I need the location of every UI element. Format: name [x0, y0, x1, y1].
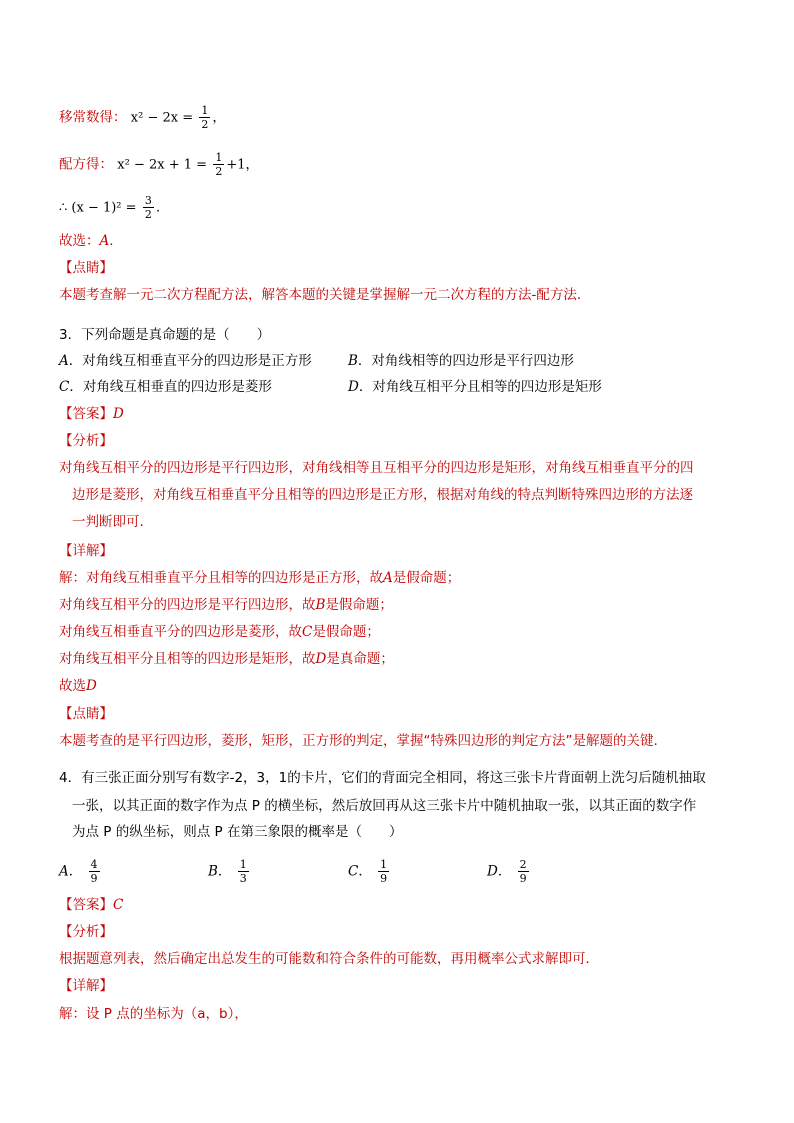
q3-option-d — [348, 377, 602, 397]
detail-letter: B — [315, 597, 326, 613]
q4-detail-heading: 【详解】 — [59, 978, 113, 994]
denominator: 9 — [519, 872, 527, 885]
detail-text: 对角线互相垂直平分的四边形是菱形，故 — [59, 624, 302, 640]
numerator: 3 — [144, 194, 152, 207]
q3-detail-line-3 — [59, 622, 380, 642]
detail-text: 是假命题； — [312, 624, 380, 640]
fraction — [378, 858, 389, 885]
fraction — [518, 858, 529, 885]
numerator: 2 — [519, 858, 527, 871]
q3-analysis-heading: 【分析】 — [59, 433, 113, 449]
q4-stem-line-2: 一张，以其正面的数字作为点 P 的横坐标，然后放回再从这三张卡片中随机抽取一张，以其正面的数字作 — [72, 798, 697, 814]
option-letter: A — [59, 863, 69, 880]
q4-option-b: B． $\frac{1}{3}$ — [208, 858, 247, 885]
q3-option-a — [59, 351, 312, 371]
step-complete-square — [59, 151, 259, 178]
option-letter: C — [348, 863, 359, 880]
numerator: 1 — [201, 104, 209, 117]
q4-option-d: D． $\frac{2}{9}$ — [487, 858, 527, 885]
option-text: ．对角线互相垂直平分的四边形是正方形 — [68, 353, 312, 369]
choice-letter: D — [86, 678, 97, 694]
punctuation: . — [109, 233, 114, 249]
detail-text: 是真命题； — [326, 651, 394, 667]
q4-analysis-text: 根据题意列表，然后确定出总发生的可能数和符合条件的可能数，再用概率公式求解即可． — [59, 951, 599, 967]
step-label: 移常数得： — [59, 109, 127, 126]
numerator: 1 — [239, 858, 247, 871]
fraction — [213, 151, 224, 178]
q3-choice — [59, 676, 97, 696]
detail-text: 是假命题； — [325, 597, 393, 613]
q3-analysis-line-2: 边形是菱形，对角线互相垂直平分且相等的四边形是正方形，根据对角线的特点判断特殊四边形的方法逐 — [72, 487, 693, 503]
q3-point-text: 本题考查的是平行四边形，菱形，矩形，正方形的判定，掌握“特殊四边形的判定方法”是解题的关键. — [59, 733, 658, 749]
detail-text: 对角线互相平分且相等的四边形是矩形，故 — [59, 651, 316, 667]
option-text: ．对角线互相平分且相等的四边形是矩形 — [358, 379, 602, 395]
step-move-constant — [59, 104, 226, 131]
q3-analysis-line-1: 对角线互相平分的四边形是平行四边形，对角线相等且互相平分的四边形是矩形，对角线互相垂直平分的四 — [59, 460, 694, 476]
detail-text: 解：对角线互相垂直平分且相等的四边形是正方形，故 — [59, 570, 383, 586]
denominator: 9 — [90, 872, 98, 885]
detail-letter: D — [315, 651, 327, 667]
equation: x² − 2x = — [130, 110, 194, 126]
option-letter: C — [59, 379, 70, 395]
choice-letter: A — [99, 233, 110, 249]
q3-analysis-line-3: 一判断即可. — [72, 514, 144, 530]
detail-text: 对角线互相平分的四边形是平行四边形，故 — [59, 597, 316, 613]
option-letter: D — [348, 379, 359, 395]
q2-point-heading: 【点睛】 — [59, 260, 113, 276]
q3-point-heading: 【点睛】 — [59, 706, 113, 722]
option-letter: A — [59, 353, 69, 369]
step-label: 配方得： — [59, 156, 113, 173]
fraction — [238, 858, 249, 885]
q3-detail-line-4 — [59, 649, 394, 669]
answer-letter: C — [113, 897, 124, 913]
q2-point-text: 本题考查解一元二次方程配方法，解答本题的关键是掌握解一元二次方程的方法-配方法． — [59, 287, 591, 303]
q3-detail-line-1 — [59, 568, 460, 588]
numerator: 4 — [90, 858, 98, 871]
equation-tail: +1， — [226, 157, 259, 173]
equation: x² − 2x + 1 = — [117, 157, 208, 173]
q4-option-c: C． $\frac{1}{9}$ — [348, 858, 388, 885]
numerator: 1 — [215, 151, 223, 164]
q4-stem-line-3: 为点 P 的纵坐标，则点 P 在第三象限的概率是（ ） — [72, 824, 403, 840]
option-text: ．对角线相等的四边形是平行四边形 — [357, 353, 574, 369]
detail-letter: A — [383, 570, 393, 586]
denominator: 9 — [380, 872, 388, 885]
q3-option-c — [59, 377, 272, 397]
q3-stem: 3．下列命题是真命题的是（ ） — [59, 327, 271, 343]
numerator: 1 — [380, 858, 388, 871]
equation: ∴ (x − 1)² = — [59, 200, 137, 216]
fraction — [143, 194, 154, 221]
detail-text: 是假命题； — [392, 570, 461, 586]
q4-stem-line-1: 4．有三张正面分别写有数字-2，3，1的卡片，它们的背面完全相同，将这三张卡片背面朝上洗匀后随机抽取 — [59, 770, 706, 786]
denominator: 2 — [215, 165, 223, 178]
punctuation: . — [155, 199, 161, 216]
fraction — [89, 858, 100, 885]
answer-heading: 【答案】 — [59, 897, 113, 913]
denominator: 3 — [239, 872, 247, 885]
q3-detail-heading: 【详解】 — [59, 543, 113, 559]
q4-analysis-heading: 【分析】 — [59, 924, 113, 940]
q3-answer — [59, 404, 124, 424]
q3-detail-line-2 — [59, 595, 393, 615]
option-letter: B — [208, 863, 218, 880]
denominator: 2 — [144, 208, 152, 221]
step-result — [59, 194, 160, 221]
answer-letter: D — [113, 406, 124, 422]
q4-detail-text: 解：设 P 点的坐标为（a，b）， — [59, 1006, 248, 1022]
q2-choice — [59, 231, 114, 251]
q4-answer — [59, 895, 123, 915]
option-letter: B — [348, 353, 358, 369]
choice-prefix: 故选： — [59, 233, 100, 249]
answer-heading: 【答案】 — [59, 406, 113, 422]
detail-letter: C — [302, 624, 313, 640]
option-text: ．对角线互相垂直的四边形是菱形 — [69, 379, 272, 395]
option-letter: D — [487, 863, 498, 880]
q4-option-a: A． $\frac{4}{9}$ — [59, 858, 98, 885]
punctuation: ， — [212, 109, 226, 126]
denominator: 2 — [201, 118, 209, 131]
choice-prefix: 故选 — [59, 678, 86, 694]
q3-option-b — [348, 351, 574, 371]
fraction — [199, 104, 210, 131]
